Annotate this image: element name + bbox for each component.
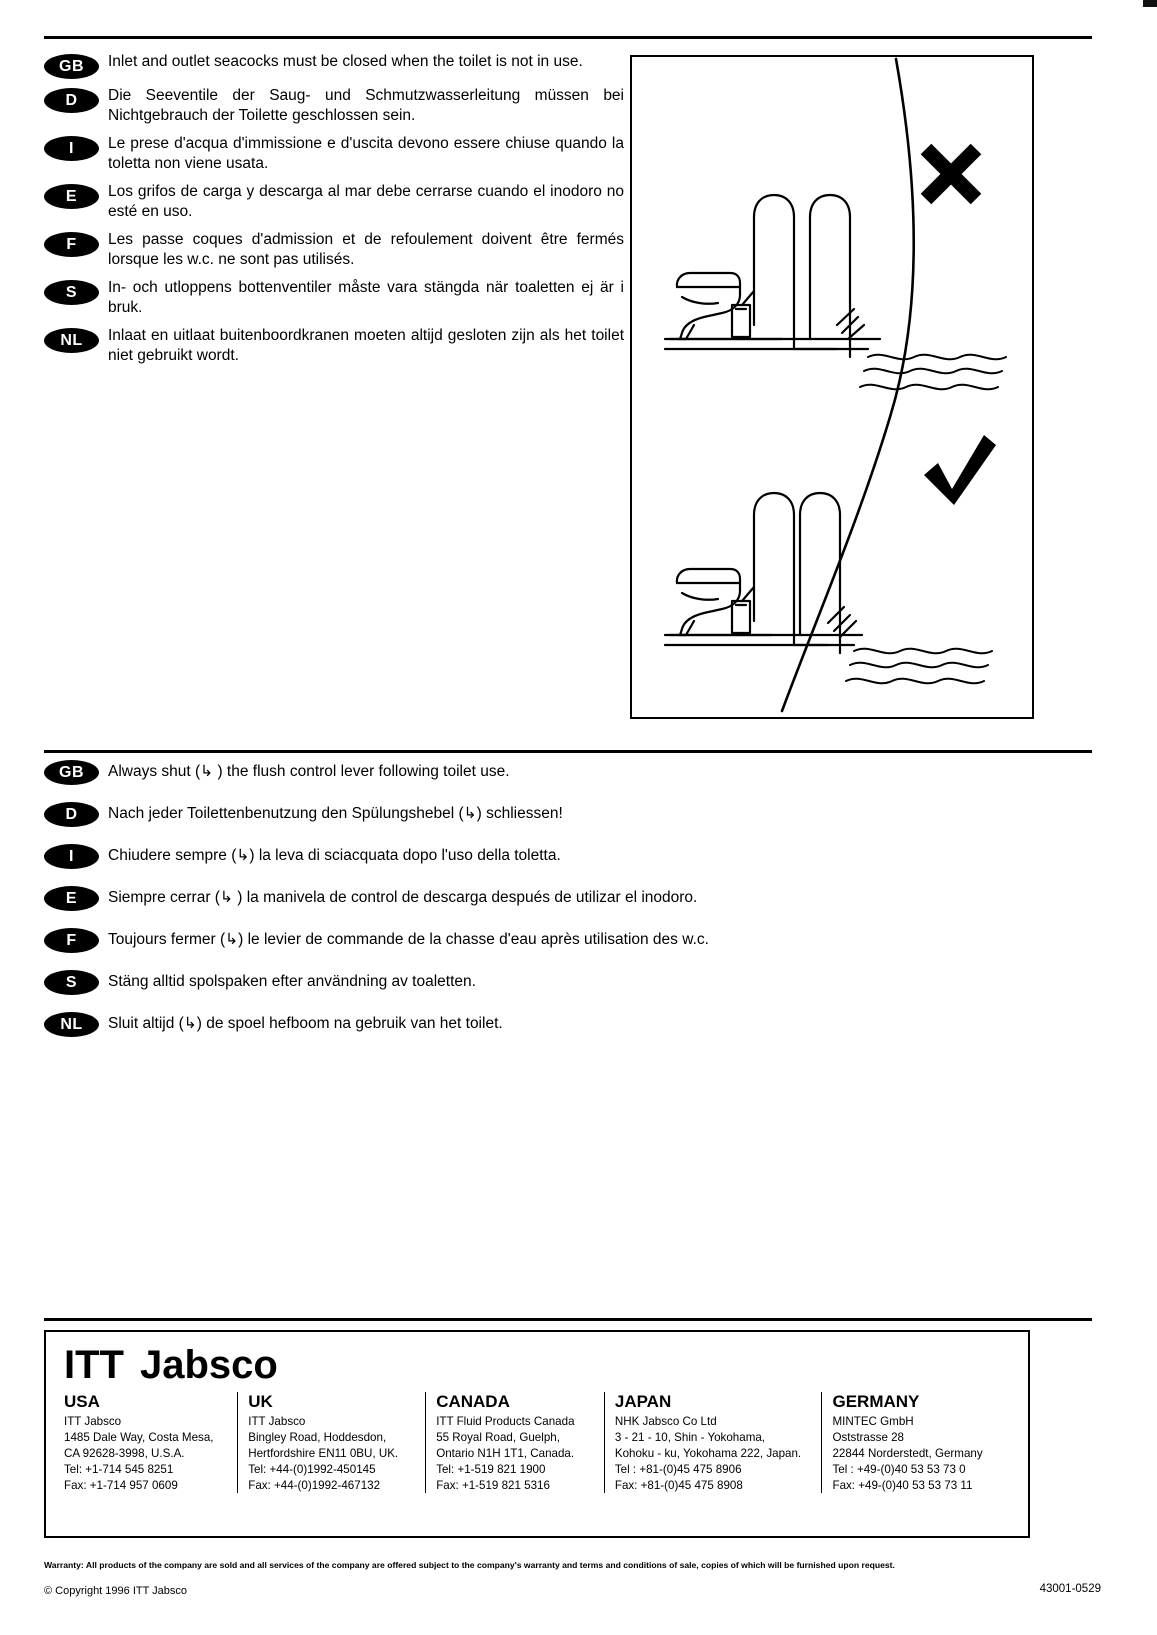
office-line: Ontario N1H 1T1, Canada. xyxy=(436,1446,575,1460)
language-text-nl: Inlaat en uitlaat buitenboordkranen moeten altijd gesloten zijn als het toilet niet gebruikt wordt. xyxy=(108,326,624,364)
office-fax: Fax: +44-(0)1992-467132 xyxy=(248,1478,381,1492)
office-name-canada: CANADA xyxy=(436,1392,510,1411)
language-badge2-gb: GB xyxy=(44,760,99,785)
language-row2-f xyxy=(44,928,1094,953)
language-row2-e xyxy=(44,886,1094,911)
office-phone: Tel : +81-(0)45 475 8906 xyxy=(614,1462,742,1476)
office-phone: Tel: +1-714 545 8251 xyxy=(64,1462,174,1476)
copyright-notice: © Copyright 1996 ITT Jabsco xyxy=(44,1585,188,1597)
language-row-f xyxy=(44,230,624,271)
office-phone: Tel: +1-519 821 1900 xyxy=(436,1462,546,1476)
language-text-s: In- och utloppens bottenventiler måste vara stängda när toaletten ej är i bruk. xyxy=(108,278,624,317)
check-mark-icon xyxy=(924,435,996,505)
language-row-e xyxy=(44,182,624,223)
language-badge-f: F xyxy=(44,232,99,257)
language-badge2-e: E xyxy=(44,886,99,911)
language-row-nl xyxy=(44,326,624,367)
office-phone: Tel : +49-(0)40 53 53 73 0 xyxy=(832,1462,966,1476)
footer-divider-rule xyxy=(44,1318,1092,1321)
office-canada xyxy=(425,1392,604,1493)
brand-itt: ITT xyxy=(64,1343,124,1387)
seacock-warning-block xyxy=(44,52,624,373)
language-badge-gb: GB xyxy=(44,54,99,79)
language-row-s xyxy=(44,278,624,319)
language-badge-d: D xyxy=(44,88,99,113)
office-line: Oststrasse 28 xyxy=(832,1430,905,1444)
language-text2-gb: Always shut (↳ ) the flush control lever following toilet use. xyxy=(108,763,510,780)
document-number: 43001-0529 xyxy=(1039,1583,1101,1595)
seacock-illustration-panel xyxy=(630,55,1034,719)
language-badge2-d: D xyxy=(44,802,99,827)
office-line: ITT Fluid Products Canada xyxy=(436,1415,575,1428)
flush-lever-instruction-block xyxy=(44,760,1094,1054)
brand-logo xyxy=(46,1332,1028,1386)
illustration-svg xyxy=(632,57,1028,713)
middle-divider-rule xyxy=(44,750,1092,753)
office-name-japan: JAPAN xyxy=(614,1392,672,1411)
office-line: MINTEC GmbH xyxy=(832,1415,914,1428)
language-text-e: Los grifos de carga y descarga al mar debe cerrarse cuando el inodoro no esté en uso. xyxy=(108,182,624,221)
language-badge-i: I xyxy=(44,136,99,161)
language-row2-i xyxy=(44,844,1094,869)
office-line: Kohoku - ku, Yokohama 222, Japan. xyxy=(614,1446,802,1460)
language-text-d: Die Seeventile der Saug- und Schmutzwasserleitung müssen bei Nichtgebrauch der Toilette geschlossen sein. xyxy=(108,87,624,125)
office-uk xyxy=(237,1392,425,1493)
office-line: CA 92628-3998, U.S.A. xyxy=(64,1446,185,1460)
language-row-i xyxy=(44,134,624,175)
language-row2-gb xyxy=(44,760,1094,785)
cross-mark-icon xyxy=(926,149,976,199)
language-badge2-nl: NL xyxy=(44,1012,99,1037)
language-badge2-i: I xyxy=(44,844,99,869)
corner-registration-mark xyxy=(1143,0,1157,7)
language-badge-nl: NL xyxy=(44,328,99,353)
office-fax: Fax: +81-(0)45 475 8908 xyxy=(614,1478,743,1492)
language-text2-i: Chiudere sempre (↳) la leva di sciacquata dopo l'uso della toletta. xyxy=(108,847,561,864)
language-text2-nl: Sluit altijd (↳) de spoel hefboom na gebruik van het toilet. xyxy=(108,1015,503,1032)
office-fax: Fax: +1-519 821 5316 xyxy=(436,1478,550,1492)
language-badge2-f: F xyxy=(44,928,99,953)
office-line: ITT Jabsco xyxy=(248,1415,306,1428)
language-text-f: Les passe coques d'admission et de refoulement doivent être fermés lorsque les w.c. ne sont pas utilisés. xyxy=(108,230,624,269)
office-line: ITT Jabsco xyxy=(64,1415,122,1428)
language-row2-nl xyxy=(44,1012,1094,1037)
office-name-usa: USA xyxy=(64,1392,100,1411)
language-badge-s: S xyxy=(44,280,99,305)
office-line: 3 - 21 - 10, Shin - Yokohama, xyxy=(614,1430,766,1444)
warranty-statement: Warranty: All products of the company are sold and all services of the company are offered subject to the company's warranty and terms and conditions of sale, copies of which will be furnished upon request. xyxy=(44,1560,895,1570)
office-usa xyxy=(64,1392,237,1493)
language-text2-e: Siempre cerrar (↳ ) la manivela de control de descarga después de utilizar el inodoro. xyxy=(108,889,698,906)
top-divider-rule xyxy=(44,36,1092,39)
office-phone: Tel: +44-(0)1992-450145 xyxy=(248,1462,376,1476)
footer-contact-box xyxy=(44,1330,1030,1538)
office-line: 55 Royal Road, Guelph, xyxy=(436,1430,560,1444)
office-line: NHK Jabsco Co Ltd xyxy=(614,1415,717,1428)
office-fax: Fax: +1-714 957 0609 xyxy=(64,1478,178,1492)
language-row-d xyxy=(44,86,624,127)
office-name-germany: GERMANY xyxy=(832,1392,920,1411)
office-japan xyxy=(604,1392,822,1493)
office-germany xyxy=(821,1392,1028,1493)
offices-list xyxy=(46,1392,1028,1493)
language-text-i: Le prese d'acqua d'immissione e d'uscita devono essere chiuse quando la toletta non viene usata. xyxy=(108,134,624,173)
language-row2-s xyxy=(44,970,1094,995)
language-row2-d xyxy=(44,802,1094,827)
office-line: 1485 Dale Way, Costa Mesa, xyxy=(64,1430,214,1444)
office-line: Bingley Road, Hoddesdon, xyxy=(248,1430,387,1444)
language-text2-f: Toujours fermer (↳) le levier de commande de la chasse d'eau après utilisation des w.c. xyxy=(108,931,709,948)
language-badge-e: E xyxy=(44,184,99,209)
office-line: 22844 Norderstedt, Germany xyxy=(832,1446,983,1460)
office-fax: Fax: +49-(0)40 53 53 73 11 xyxy=(832,1478,973,1492)
brand-jabsco: Jabsco xyxy=(139,1343,278,1387)
language-row-gb xyxy=(44,52,624,79)
language-badge2-s: S xyxy=(44,970,99,995)
language-text2-d: Nach jeder Toilettenbenutzung den Spülungshebel (↳) schliessen! xyxy=(108,805,563,822)
language-text-gb: Inlet and outlet seacocks must be closed when the toilet is not in use. xyxy=(108,53,583,70)
office-line: Hertfordshire EN11 0BU, UK. xyxy=(248,1446,399,1460)
language-text2-s: Stäng alltid spolspaken efter användning av toaletten. xyxy=(108,973,476,990)
office-name-uk: UK xyxy=(248,1392,273,1411)
